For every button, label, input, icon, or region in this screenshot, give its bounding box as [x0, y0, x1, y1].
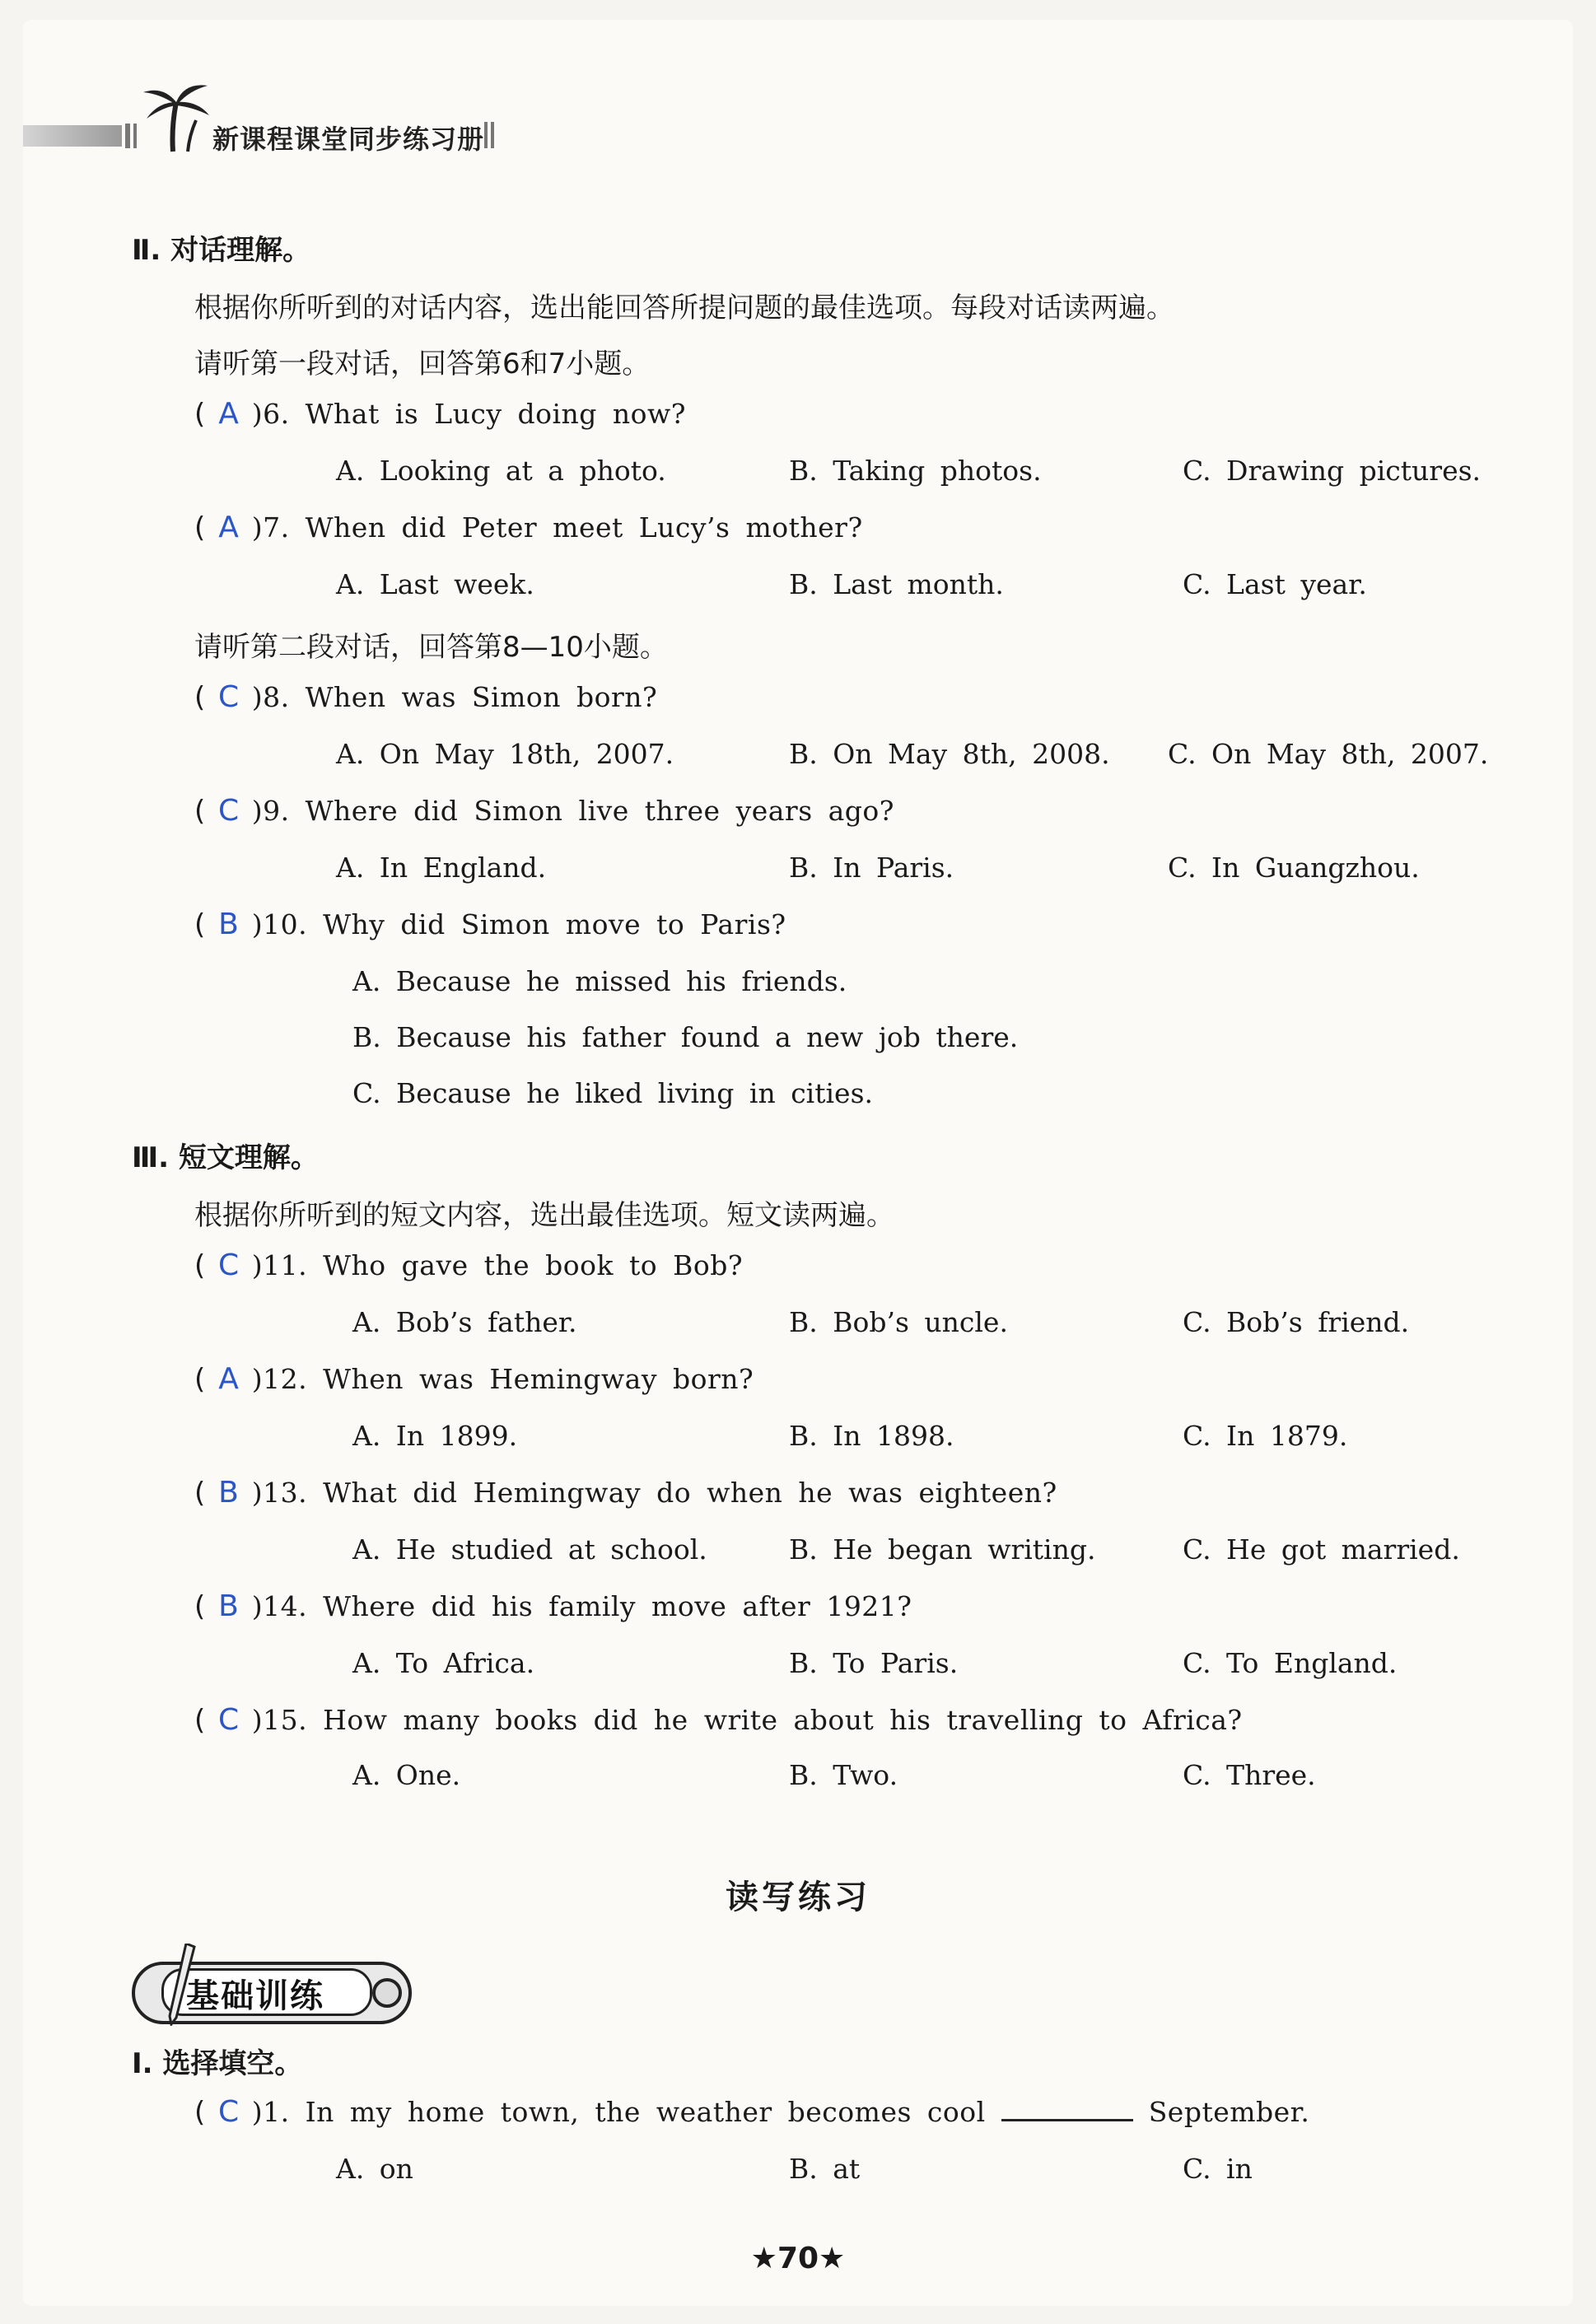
option-c: C. To England.: [1183, 1647, 1398, 1679]
answer-mark: C: [217, 1703, 240, 1737]
option-c: C. He got married.: [1183, 1533, 1460, 1566]
option-c: C. Three.: [1183, 1759, 1316, 1791]
option-a: A. Last week.: [336, 568, 534, 600]
question-9: [194, 794, 894, 828]
option-b: B. On May 8th, 2008.: [789, 738, 1110, 770]
paren-open: (: [194, 2096, 206, 2129]
page-number: ★70★: [750, 2242, 846, 2275]
paren-open: (: [194, 795, 206, 828]
option-c: C. Drawing pictures.: [1183, 455, 1482, 487]
option-c: C. In 1879.: [1183, 1420, 1348, 1452]
question-11: [194, 1248, 743, 1282]
badge-label: 基础训练: [186, 1977, 324, 2015]
question-text: )1. In my home town, the weather becomes cool: [251, 2096, 986, 2128]
paren-open: (: [194, 1477, 206, 1510]
fill-blank: [1001, 2098, 1133, 2121]
section-instruction: 根据你所听到的对话内容，选出能回答所提问题的最佳选项。每段对话读两遍。: [194, 292, 1174, 324]
section-title: Ⅲ. 短文理解。: [132, 1141, 319, 1174]
paren-open: (: [194, 908, 206, 941]
question-13: [194, 1476, 1057, 1510]
paren-open: (: [194, 511, 206, 544]
paren-open: (: [194, 1249, 206, 1282]
question-7: [194, 511, 863, 544]
option-a: A. On May 18th, 2007.: [336, 738, 674, 770]
answer-mark: C: [217, 1248, 240, 1282]
paren-open: (: [194, 398, 206, 431]
answer-mark: A: [218, 397, 240, 431]
paren-open: (: [194, 1363, 206, 1396]
question-text: )9. Where did Simon live three years ago?: [251, 795, 894, 827]
answer-mark: C: [217, 680, 240, 714]
option-c: C. On May 8th, 2007.: [1168, 738, 1489, 770]
header-decor-stripe: [484, 122, 488, 148]
option-a: A. In 1899.: [352, 1420, 518, 1452]
paren-open: (: [194, 681, 206, 714]
option-b: B. Last month.: [789, 568, 1004, 600]
question-6: [194, 397, 686, 431]
option-b: B. In 1898.: [789, 1420, 954, 1452]
question-text: )13. What did Hemingway do when he was eighteen?: [251, 1477, 1057, 1509]
header-decor-bar: [23, 125, 122, 147]
option-b: B. In Paris.: [789, 852, 954, 884]
option-a: A. on: [336, 2153, 413, 2185]
section-title: Ⅰ. 选择填空。: [132, 2047, 303, 2080]
section-instruction: 根据你所听到的短文内容，选出最佳选项。短文读两遍。: [194, 1199, 894, 1232]
header-decor-stripe: [133, 124, 137, 148]
reading-writing-title: 读写练习: [726, 1878, 870, 1916]
answer-mark: B: [218, 908, 240, 941]
option-a: A. One.: [352, 1759, 461, 1791]
part-instruction: 请听第二段对话，回答第8—10小题。: [194, 631, 668, 664]
paren-open: (: [194, 1704, 206, 1737]
option-b: B. Two.: [789, 1759, 898, 1791]
question-15: [194, 1703, 1243, 1737]
option-c: C. Because he liked living in cities.: [352, 1077, 873, 1109]
option-b: B. To Paris.: [789, 1647, 959, 1679]
option-c: C. Last year.: [1183, 568, 1367, 600]
question-text: )15. How many books did he write about his travelling to Africa?: [251, 1704, 1243, 1736]
option-b: B. at: [789, 2153, 861, 2185]
book-title: 新课程课堂同步练习册: [212, 124, 485, 155]
option-a: A. Bob’s father.: [352, 1306, 577, 1338]
question-14: [194, 1589, 912, 1623]
question-text: )6. What is Lucy doing now?: [251, 398, 686, 430]
option-a: A. To Africa.: [352, 1647, 535, 1679]
answer-mark: A: [218, 1362, 240, 1396]
option-b: B. Because his father found a new job there.: [352, 1021, 1019, 1053]
header-decor-stripe: [125, 124, 130, 148]
header-decor-stripe: [491, 122, 494, 148]
section-title: Ⅱ. 对话理解。: [132, 234, 311, 267]
question-8: [194, 680, 657, 714]
option-a: A. In England.: [336, 852, 547, 884]
badge-ring-icon: [372, 1978, 402, 2008]
option-b: B. He began writing.: [789, 1533, 1096, 1566]
answer-mark: B: [218, 1589, 240, 1623]
answer-mark: A: [218, 511, 240, 544]
question-text: )12. When was Hemingway born?: [251, 1363, 754, 1395]
option-a: A. Looking at a photo.: [336, 455, 666, 487]
answer-mark: B: [218, 1476, 240, 1510]
option-b: B. Taking photos.: [789, 455, 1042, 487]
question-text: )10. Why did Simon move to Paris?: [251, 908, 786, 940]
option-a: A. He studied at school.: [352, 1533, 707, 1566]
option-c: C. in: [1183, 2153, 1253, 2185]
question-text: )7. When did Peter meet Lucy’s mother?: [251, 511, 863, 544]
answer-mark: C: [217, 794, 240, 828]
question-text: )14. Where did his family move after 1921?: [251, 1590, 912, 1622]
answer-mark: C: [217, 2095, 240, 2129]
option-c: C. Bob’s friend.: [1183, 1306, 1410, 1338]
question-text: )11. Who gave the book to Bob?: [251, 1249, 744, 1281]
basic-training-badge: [132, 1962, 412, 2024]
option-b: B. Bob’s uncle.: [789, 1306, 1008, 1338]
question-1: [194, 2095, 1309, 2129]
question-text-end: September.: [1148, 2096, 1310, 2128]
book-header: [23, 115, 501, 153]
question-12: [194, 1362, 754, 1396]
question-text: )8. When was Simon born?: [251, 681, 658, 713]
question-10: [194, 908, 786, 941]
option-a: A. Because he missed his friends.: [352, 965, 847, 997]
option-c: C. In Guangzhou.: [1168, 852, 1420, 884]
palm-tree-icon: [138, 77, 212, 153]
part-instruction: 请听第一段对话，回答第6和7小题。: [194, 348, 651, 380]
paren-open: (: [194, 1590, 206, 1623]
